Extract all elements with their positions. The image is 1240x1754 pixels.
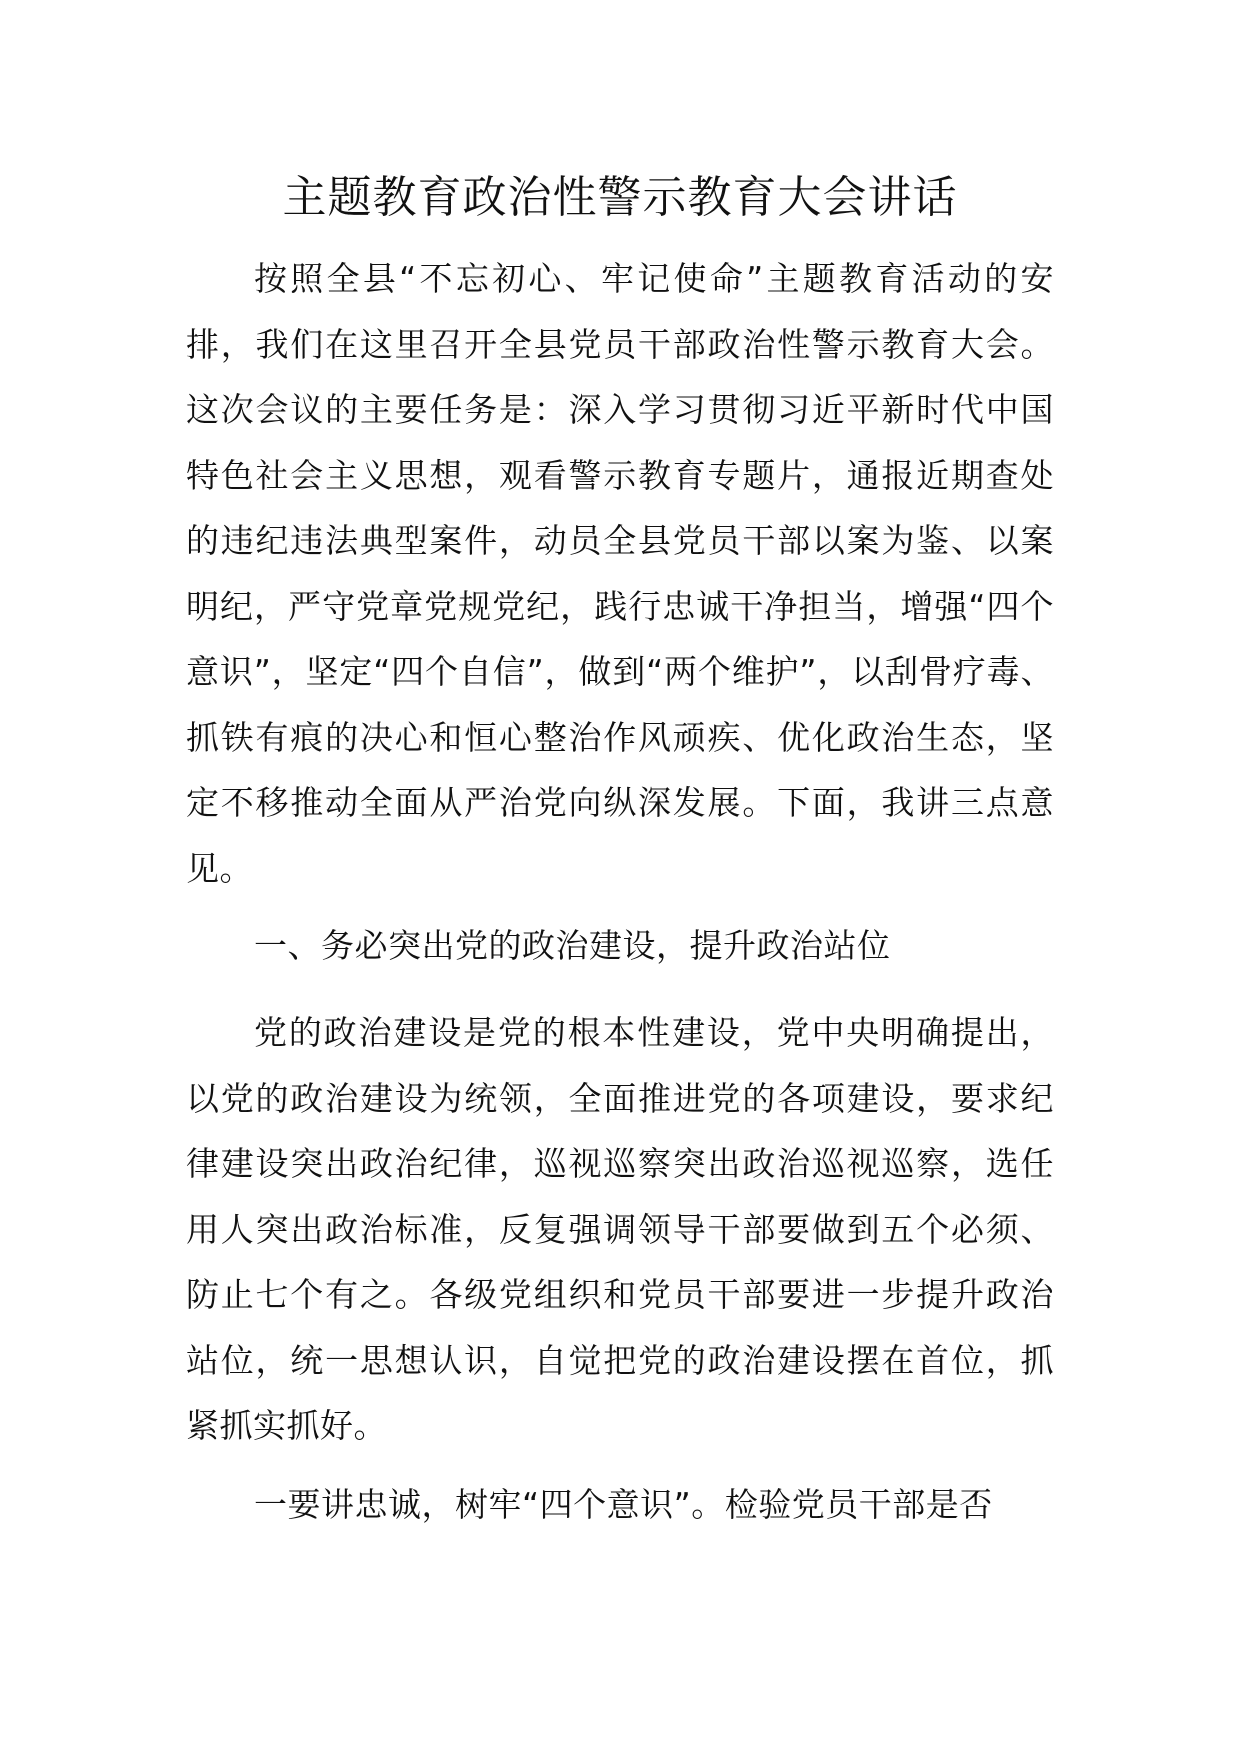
document-title: 主题教育政治性警示教育大会讲话 (282, 172, 958, 223)
intro-paragraph: 按照全县“不忘初心、牢记使命”主题教育活动的安排，我们在这里召开全县党员干部政治性警示教育大会。这次会议的主要任务是：深入学习贯彻习近平新时代中国特色社会主义思想，观看警示教育专题片，通报近期查处的违纪违法典型案件，动员全县党员干部以案为鉴、以案明纪，严守党章党规党纪，践行忠诚干净担当，增强“四个意识”，坚定“四个自信”，做到“两个维护”，以刮骨疗毒、抓铁有痕的决心和恒心整治作风顽疾、优化政治生态，坚定不移推动全面从严治党向纵深发展。下面，我讲三点意见。 (186, 259, 1054, 888)
section-1-paragraph: 党的政治建设是党的根本性建设，党中央明确提出，以党的政治建设为统领，全面推进党的各项建设，要求纪律建设突出政治纪律，巡视巡察突出政治巡视巡察，选任用人突出政治标准，反复强调领导干部要做到五个必须、防止七个有之。各级党组织和党员干部要进一步提升政治站位，统一思想认识，自觉把党的政治建设摆在首位，抓紧抓实抓好。 (186, 1013, 1054, 1445)
point-1-paragraph: 一要讲忠诚，树牢“四个意识”。检验党员干部是否 (254, 1485, 993, 1524)
section-heading-1: 一、务必突出党的政治建设，提升政治站位 (254, 926, 891, 965)
